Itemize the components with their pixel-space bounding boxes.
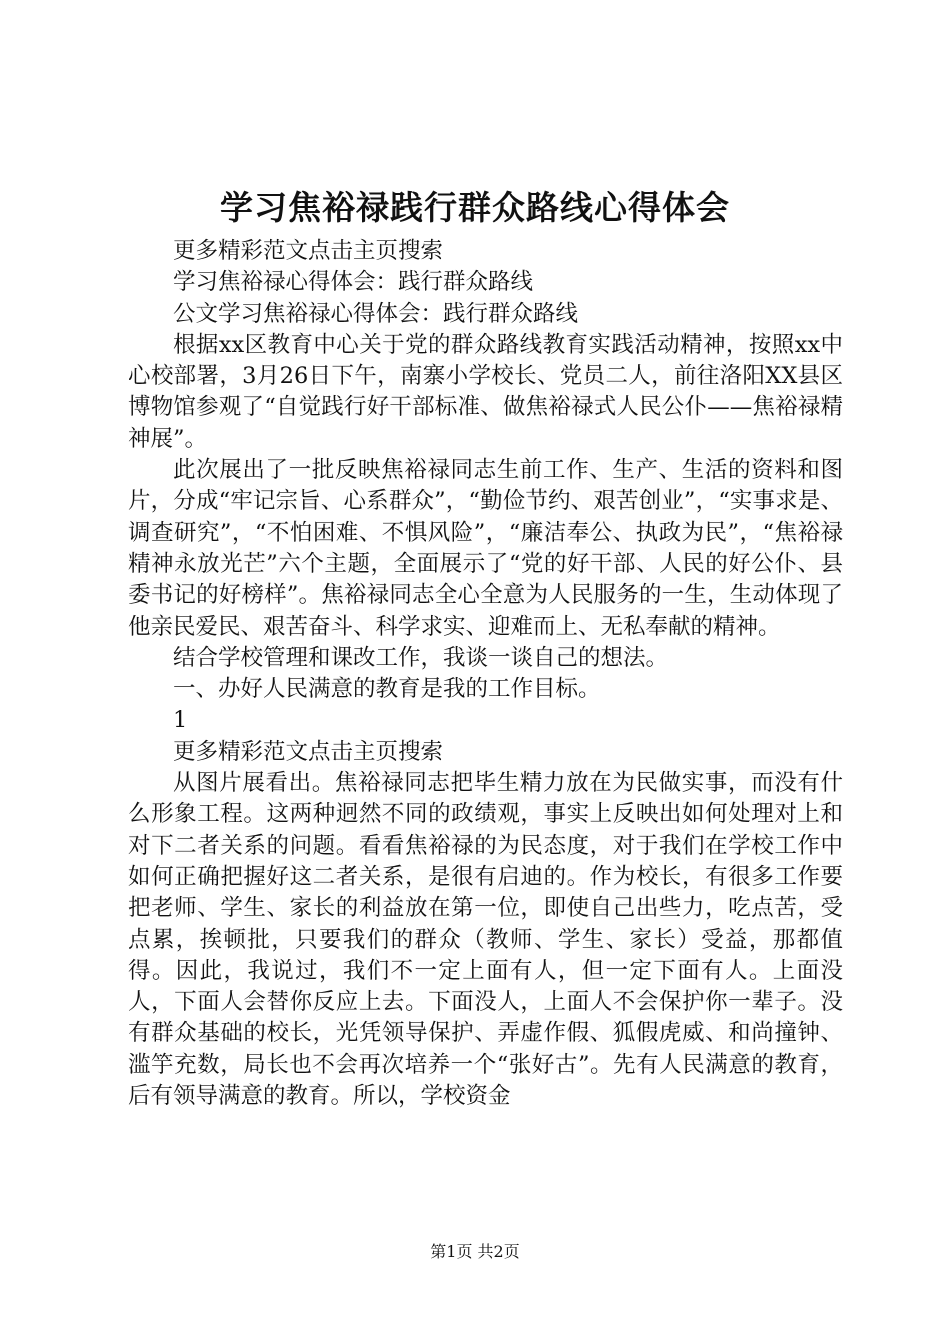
document-title: 学习焦裕禄践行群众路线心得体会 bbox=[220, 188, 730, 227]
subtitle-line: 公文学习焦裕禄心得体会：践行群众路线 bbox=[173, 300, 579, 327]
body-paragraph: 根据xx区教育中心关于党的群众路线教育实践活动精神，按照xx中心校部署，3月26日下午，南寨小学校长、党员二人，前往洛阳XX县区博物馆参观了“自觉践行好干部标准、做焦裕禄式人民公仆——焦裕禄精神展”。 bbox=[128, 331, 843, 452]
body-paragraph: 此次展出了一批反映焦裕禄同志生前工作、生产、生活的资料和图片，分成“牢记宗旨、心系群众”，“勤俭节约、艰苦创业”，“实事求是、调查研究”，“不怕困难、不惧风险”，“廉洁奉公、执政为民”，“焦裕禄精神永放光芒”六个主题，全面展示了“党的好干部、人民的好公仆、县委书记的好榜样”。焦裕禄同志全心全意为人民服务的一生，生动体现了他亲民爱民、艰苦奋斗、科学求实、迎难而上、无私奉献的精神。 bbox=[128, 457, 843, 640]
subtitle-line: 学习焦裕禄心得体会：践行群众路线 bbox=[173, 269, 534, 296]
body-paragraph: 结合学校管理和课改工作，我谈一谈自己的想法。 bbox=[173, 644, 669, 671]
promo-line: 更多精彩范文点击主页搜索 bbox=[173, 238, 444, 264]
page-footer: 第1页 共2页 bbox=[430, 1242, 520, 1261]
document-body bbox=[128, 236, 843, 1112]
promo-line: 更多精彩范文点击主页搜索 bbox=[173, 738, 444, 765]
section-heading: 一、办好人民满意的教育是我的工作目标。 bbox=[173, 676, 601, 703]
body-paragraph: 从图片展看出。焦裕禄同志把毕生精力放在为民做实事，而没有什么形象工程。这两种迥然不同的政绩观，事实上反映出如何处理对上和对下二者关系的问题。看看焦裕禄的为民态度，对于我们在学校工作中如何正确把握好这二者关系，是很有启迪的。作为校长，有很多工作要把老师、学生、家长的利益放在第一位，即使自己出些力，吃点苦，受点累，挨顿批，只要我们的群众（教师、学生、家长）受益，那都值得。因此，我说过，我们不一定上面有人，但一定下面有人。上面没人，下面人会替你反应上去。下面没人，上面人不会保护你一辈子。没有群众基础的校长，光凭领导保护、弄虚作假、狐假虎威、和尚撞钟、滥竽充数，局长也不会再次培养一个“张好古”。先有人民满意的教育，后有领导满意的教育。所以，学校资金 bbox=[128, 770, 843, 1110]
inline-page-number: 1 bbox=[173, 707, 188, 734]
